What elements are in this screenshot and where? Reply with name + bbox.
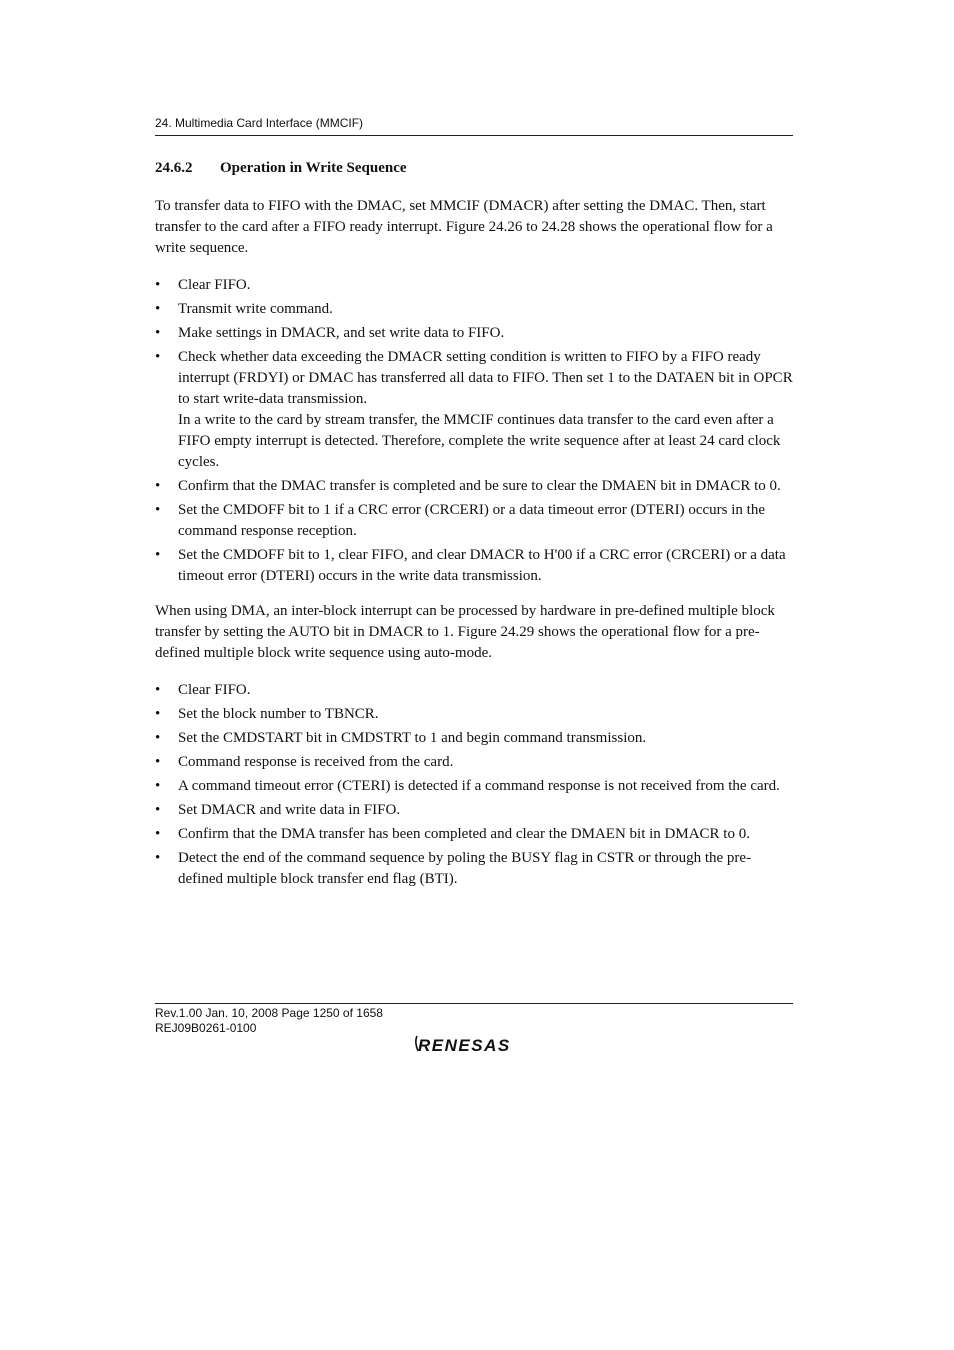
document-number: REJ09B0261-0100 <box>155 1021 257 1035</box>
list-item: • Transmit write command. <box>155 299 793 320</box>
auto-mode-list <box>155 680 793 890</box>
bullet-icon: • <box>155 754 161 770</box>
running-header <box>155 115 793 136</box>
bullet-icon: • <box>155 349 161 365</box>
section-title: Operation in Write Sequence <box>220 160 407 176</box>
list-item: • Set the CMDOFF bit to 1 if a CRC error (CRCERI) or a data timeout error (DTERI) occurs in the command response reception. <box>155 502 765 539</box>
list-item: • Set DMACR and write data in FIFO. <box>155 800 793 821</box>
bullet-icon: • <box>155 682 161 698</box>
intro-paragraph: To transfer data to FIFO with the DMAC, set MMCIF (DMACR) after setting the DMAC. Then, start transfer to the card after a FIFO ready interrupt. Figure 24.26 to 24.28 shows the operational flow for a write sequence. <box>155 198 773 256</box>
section-number: 24.6.2 <box>155 160 193 176</box>
chapter-title: 24. Multimedia Card Interface (MMCIF) <box>155 116 364 130</box>
bullet-icon: • <box>155 277 161 293</box>
section-heading <box>155 158 793 179</box>
list-item: • Clear FIFO. <box>155 275 793 296</box>
bullet-icon: • <box>155 502 161 518</box>
list-item: • Confirm that the DMAC transfer is completed and be sure to clear the DMAEN bit in DMACR to 0. <box>155 476 793 497</box>
bullet-icon: • <box>155 547 161 563</box>
list-item-note: In a write to the card by stream transfer, the MMCIF continues data transfer to the card even after a FIFO empty interrupt is detected. Therefore, complete the write sequence after at least 24 card clock cycles. <box>178 412 781 470</box>
bullet-icon: • <box>155 802 161 818</box>
list-item: • Check whether data exceeding the DMACR setting condition is written to FIFO by a FIFO ready interrupt (FRDYI) or DMAC has transferred all data to FIFO. Then set 1 to the DATAEN bit in OPCR to start write-data transmission. In a write to the card by stream transfer, the MMCIF continues data transfer to the card even after a FIFO empty interrupt is detected. Therefore, complete the write sequence after at least 24 card clock cycles. <box>155 349 793 470</box>
bullet-icon: • <box>155 325 161 341</box>
list-item: • Set the CMDSTART bit in CMDSTRT to 1 and begin command transmission. <box>155 728 793 749</box>
list-item: • Confirm that the DMA transfer has been completed and clear the DMAEN bit in DMACR to 0. <box>155 824 793 845</box>
list-item: • Set the CMDOFF bit to 1, clear FIFO, and clear DMACR to H'00 if a CRC error (CRCERI) or a data timeout error (DTERI) occurs in the write data transmission. <box>155 547 786 584</box>
list-item: • Make settings in DMACR, and set write data to FIFO. <box>155 323 793 344</box>
bullet-icon: • <box>155 706 161 722</box>
write-sequence-list <box>155 275 793 587</box>
bullet-icon: • <box>155 730 161 746</box>
list-item: • A command timeout error (CTERI) is detected if a command response is not received from the card. <box>155 776 793 797</box>
revision-info: Rev.1.00 Jan. 10, 2008 Page 1250 of 1658 <box>155 1006 383 1020</box>
logo-wordmark: RENESAS <box>418 1036 511 1055</box>
bullet-icon: • <box>155 850 161 866</box>
list-item: • Clear FIFO. <box>155 680 793 701</box>
list-item: • Detect the end of the command sequence by poling the BUSY flag in CSTR or through the pre-defined multiple block transfer end flag (BTI). <box>155 850 752 887</box>
renesas-logo-svg <box>414 1032 534 1056</box>
bullet-icon: • <box>155 478 161 494</box>
bullet-icon: • <box>155 778 161 794</box>
page-content <box>155 158 793 893</box>
bullet-icon: • <box>155 826 161 842</box>
dma-paragraph: When using DMA, an inter-block interrupt can be processed by hardware in pre-defined multiple block transfer by setting the AUTO bit in DMACR to 1. Figure 24.29 shows the operational flow for a pre-defined multiple block write sequence using auto-mode. <box>155 603 775 661</box>
list-item: • Command response is received from the card. <box>155 752 793 773</box>
renesas-logo-icon <box>414 1032 534 1056</box>
list-item: • Set the block number to TBNCR. <box>155 704 793 725</box>
bullet-icon: • <box>155 301 161 317</box>
